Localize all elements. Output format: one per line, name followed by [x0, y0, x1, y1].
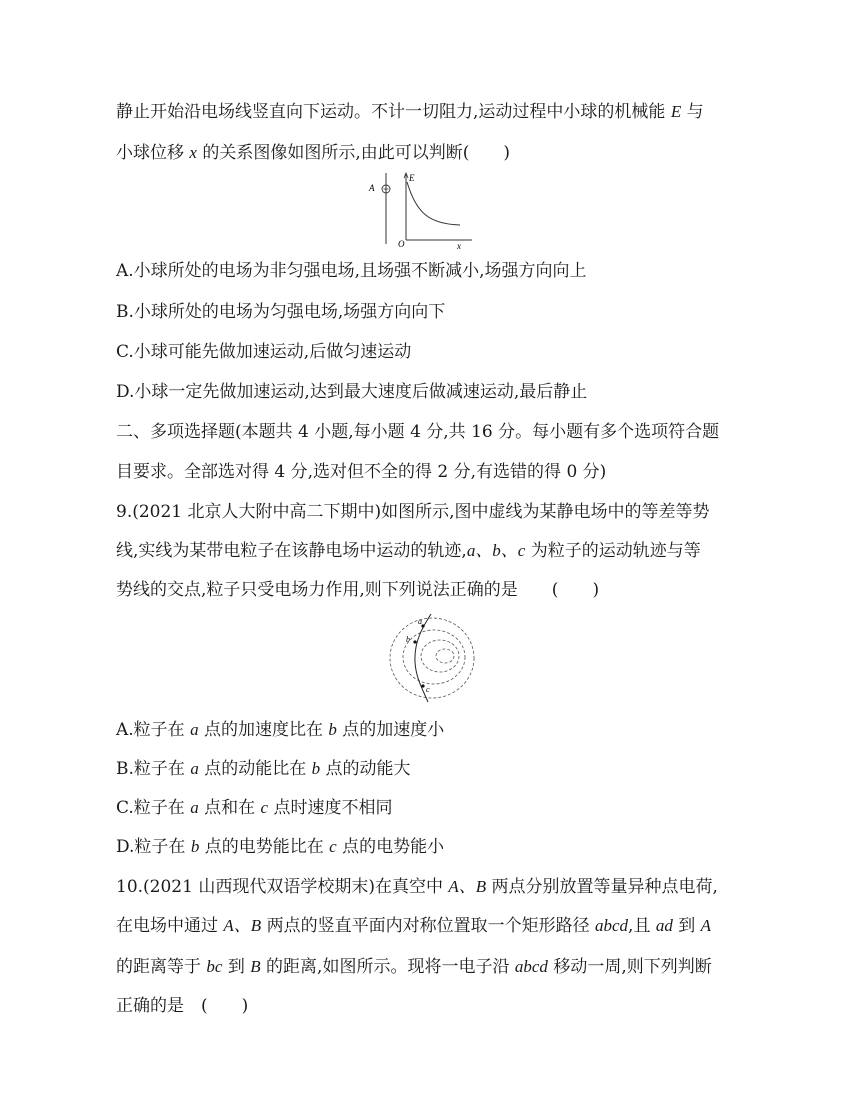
q9-line-3: 势线的交点,粒子只受电场力作用,则下列说法正确的是 ( ) [116, 580, 600, 600]
q8-option-d: D.小球一定先做加速运动,达到最大速度后做减速运动,最后静止 [116, 382, 588, 402]
q10-2-v: abcd [595, 916, 629, 935]
section2-line-1: 二、多项选择题(本题共 4 小题,每小题 4 分,共 16 分。每小题有多个选项符合题 [116, 422, 720, 442]
q9-c-pre: C.粒子在 [116, 798, 191, 818]
q10-2a: 在电场中通过 [116, 916, 224, 936]
label-O: O [398, 239, 405, 249]
q10-1-vars: A、B [448, 877, 487, 896]
intro-text-1b: 与 [681, 102, 704, 122]
q9-c-v1: a [190, 798, 199, 817]
var-E: E [670, 102, 682, 121]
label-c: c [426, 685, 430, 694]
q9-a-mid: 点的加速度比在 [198, 720, 329, 740]
q9-d-v1: b [190, 837, 200, 856]
q9-d-post: 点的电势能小 [336, 837, 445, 857]
q10-1a: 10.(2021 山西现代双语学校期末)在真空中 [116, 877, 449, 897]
q9-option-b [116, 757, 411, 781]
intro-text-2b: 的关系图像如图所示,由此可以判断( ) [196, 143, 511, 163]
intro-line-2 [116, 141, 510, 165]
q9-option-c [116, 796, 392, 820]
q9-vars: a、b、c [466, 541, 526, 560]
q9-d-pre: D.粒子在 [116, 837, 191, 857]
section2-line-2: 目要求。全部选对得 4 分,选对但不全的得 2 分,有选错的得 0 分) [116, 462, 607, 482]
q9-a-pre: A.粒子在 [116, 720, 191, 740]
q10-3d: 移动一周,则下列判断 [547, 957, 712, 977]
q10-3a: 的距离等于 [116, 957, 207, 977]
q9-line-1: 9.(2021 北京人大附中高二下期中)如图所示,图中虚线为某静电场中的等差等势 [116, 502, 710, 522]
q9-c-mid: 点和在 [198, 798, 261, 818]
q9-d-v2: c [329, 837, 337, 856]
figure-energy-graph [360, 170, 480, 250]
q9-a-v1: a [190, 720, 199, 739]
label-b: b [406, 635, 410, 644]
q10-2-v2: ad [655, 916, 673, 935]
label-x: x [457, 241, 461, 250]
q10-line-4: 正确的是 ( ) [116, 996, 249, 1016]
q9-option-d [116, 835, 444, 859]
q10-line-2 [116, 914, 711, 938]
label-a: a [418, 617, 422, 626]
q10-2-v3: A [700, 916, 712, 935]
q10-3c: 的距离,如图所示。现将一电子沿 [260, 957, 515, 977]
q9-text-2a: 线,实线为某带电粒子在该静电场中运动的轨迹, [116, 541, 467, 561]
q10-1b: 两点分别放置等量异种点电荷, [486, 877, 718, 897]
q9-c-post: 点时速度不相同 [268, 798, 393, 818]
q9-text-2b: 为粒子的运动轨迹与等 [525, 541, 701, 561]
q9-d-mid: 点的电势能比在 [199, 837, 330, 857]
q9-line-2 [116, 539, 701, 563]
label-A: A [369, 183, 375, 193]
q9-option-a [116, 718, 444, 742]
q10-3b: 到 [222, 957, 251, 977]
q8-option-a: A.小球所处的电场为非匀强电场,且场强不断减小,场强方向向上 [116, 261, 587, 281]
q10-2c: ,且 [628, 916, 656, 936]
intro-text-1a: 静止开始沿电场线竖直向下运动。不计一切阻力,运动过程中小球的机械能 [116, 102, 671, 122]
var-x: x [189, 143, 197, 162]
q10-2d: 到 [672, 916, 701, 936]
q9-b-v1: a [190, 759, 199, 778]
q9-a-v2: b [328, 720, 337, 739]
q9-b-pre: B.粒子在 [116, 759, 191, 779]
q9-a-post: 点的加速度小 [336, 720, 445, 740]
q9-c-v2: c [260, 798, 269, 817]
q8-option-c: C.小球可能先做加速运动,后做匀速运动 [116, 342, 412, 362]
q10-line-3 [116, 955, 712, 979]
energy-curve [407, 182, 460, 225]
q10-line-1 [116, 875, 718, 899]
intro-line-1 [116, 100, 704, 124]
q9-b-v2: b [311, 759, 321, 778]
intro-text-2a: 小球位移 [116, 143, 190, 163]
q10-2b: 两点的竖直平面内对称位置取一个矩形路径 [261, 916, 595, 936]
q9-b-post: 点的动能大 [320, 759, 411, 779]
q10-3-v1: bc [206, 957, 223, 976]
q10-3-v2: B [250, 957, 261, 976]
q9-b-mid: 点的动能比在 [198, 759, 312, 779]
q10-3-v3: abcd [514, 957, 548, 976]
figure-equipotential [384, 612, 476, 704]
q8-option-b: B.小球所处的电场为匀强电场,场强方向向下 [116, 302, 446, 322]
label-E: E [409, 173, 415, 183]
q10-2-vars: A、B [223, 916, 262, 935]
